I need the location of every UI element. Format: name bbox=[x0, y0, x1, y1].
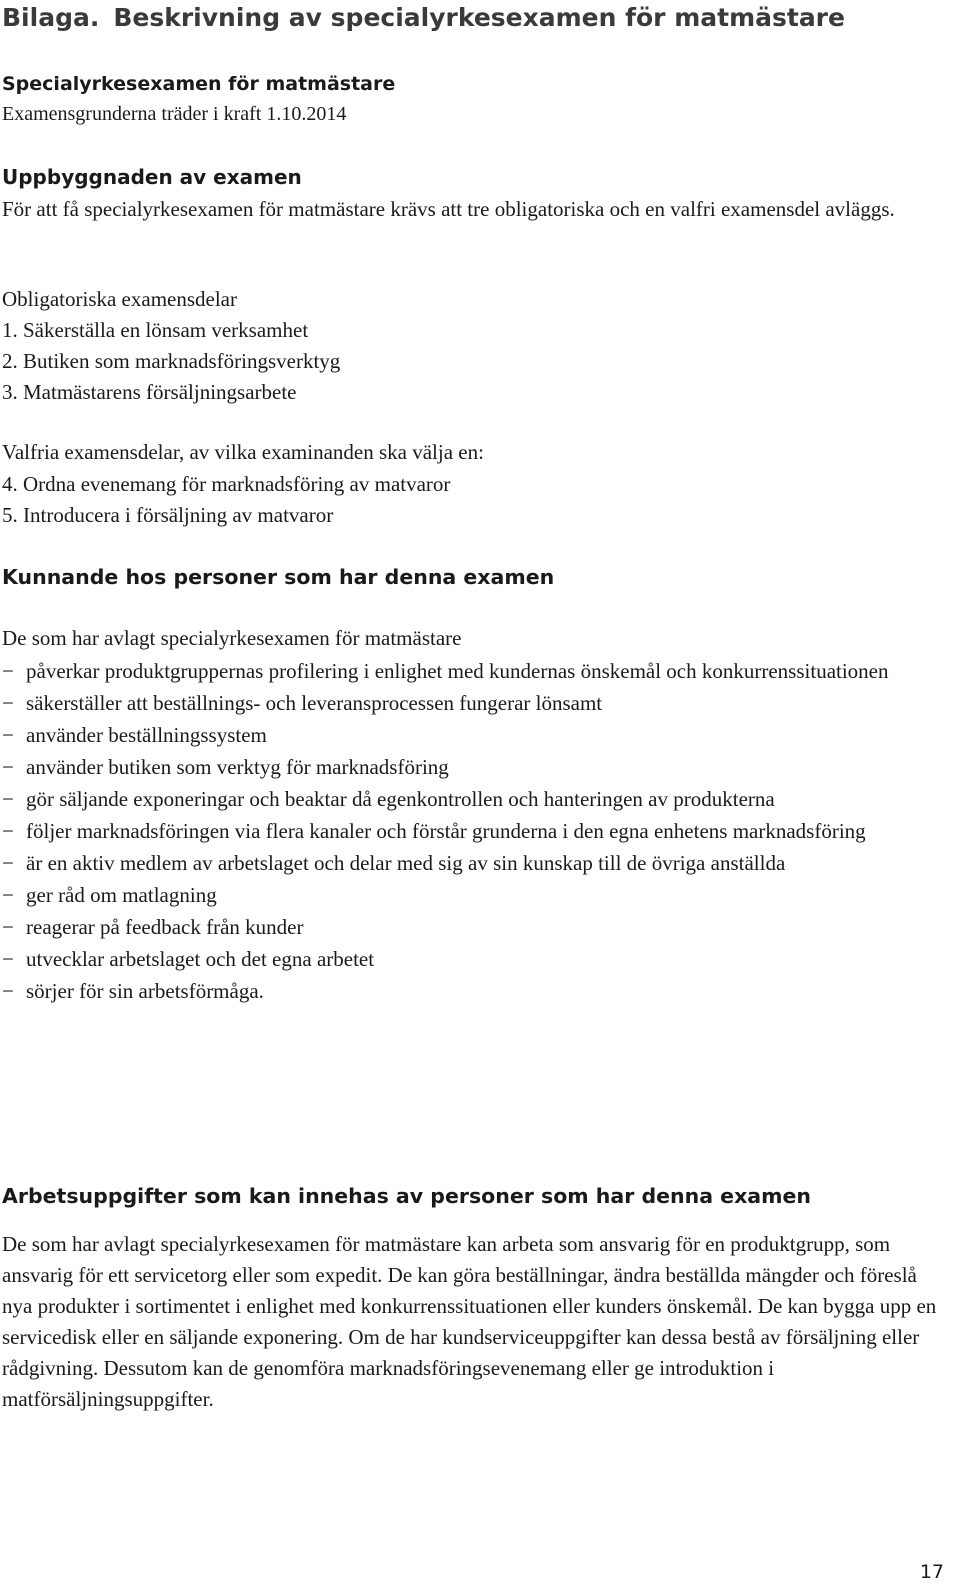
optional-part-item: 5. Introducera i försäljning av matvaror bbox=[2, 503, 334, 527]
structure-text: För att få specialyrkesexamen för matmästare krävs att tre obligatoriska och en valfri examensdel avläggs. bbox=[2, 197, 895, 221]
skills-heading: Kunnande hos personer som har denna examen bbox=[2, 565, 555, 589]
skills-list bbox=[2, 656, 902, 1008]
dash-bullet: − bbox=[2, 915, 14, 939]
appendix-label: Bilaga. bbox=[2, 3, 100, 32]
skill-text: utvecklar arbetslaget och det egna arbetet bbox=[26, 947, 375, 971]
skill-text: följer marknadsföringen via flera kanaler och förstår grunderna i den egna enhetens marknadsföring bbox=[26, 819, 866, 843]
mandatory-parts-heading: Obligatoriska examensdelar bbox=[2, 287, 237, 311]
dash-bullet: − bbox=[2, 691, 14, 715]
list-item bbox=[2, 752, 902, 783]
mandatory-part-item: 3. Matmästarens försäljningsarbete bbox=[2, 380, 297, 404]
structure-heading: Uppbyggnaden av examen bbox=[2, 165, 302, 189]
skill-text: sörjer för sin arbetsförmåga. bbox=[26, 979, 264, 1003]
page-title bbox=[2, 0, 845, 36]
list-item bbox=[2, 976, 902, 1007]
page-number: 17 bbox=[919, 1561, 944, 1583]
list-item bbox=[2, 720, 902, 751]
list-item bbox=[2, 816, 902, 847]
list-item bbox=[2, 912, 902, 943]
list-item bbox=[2, 880, 902, 911]
dash-bullet: − bbox=[2, 723, 14, 747]
skill-text: säkerställer att beställnings- och leveransprocessen fungerar lönsamt bbox=[26, 691, 603, 715]
skill-text: är en aktiv medlem av arbetslaget och delar med sig av sin kunskap till de övriga anställda bbox=[26, 851, 786, 875]
skill-text: ger råd om matlagning bbox=[26, 883, 217, 907]
dash-bullet: − bbox=[2, 659, 14, 683]
skill-text: använder beställningssystem bbox=[26, 723, 267, 747]
optional-part-item: 4. Ordna evenemang för marknadsföring av matvaror bbox=[2, 472, 451, 496]
dash-bullet: − bbox=[2, 979, 14, 1003]
skill-text: reagerar på feedback från kunder bbox=[26, 915, 304, 939]
page-title-text: Beskrivning av specialyrkesexamen för matmästare bbox=[113, 3, 845, 32]
document-subtitle: Specialyrkesexamen för matmästare bbox=[2, 73, 396, 95]
list-item bbox=[2, 784, 902, 815]
effective-date-line: Examensgrunderna träder i kraft 1.10.2014 bbox=[2, 103, 347, 125]
dash-bullet: − bbox=[2, 787, 14, 811]
skill-text: påverkar produktgruppernas profilering i enlighet med kundernas önskemål och konkurrenssituationen bbox=[26, 659, 889, 683]
list-item bbox=[2, 688, 902, 719]
list-item bbox=[2, 656, 902, 687]
dash-bullet: − bbox=[2, 947, 14, 971]
skill-text: gör säljande exponeringar och beaktar då egenkontrollen och hanteringen av produkterna bbox=[26, 787, 775, 811]
mandatory-part-item: 2. Butiken som marknadsföringsverktyg bbox=[2, 349, 341, 373]
dash-bullet: − bbox=[2, 851, 14, 875]
dash-bullet: − bbox=[2, 883, 14, 907]
dash-bullet: − bbox=[2, 819, 14, 843]
mandatory-part-item: 1. Säkerställa en lönsam verksamhet bbox=[2, 318, 309, 342]
dash-bullet: − bbox=[2, 755, 14, 779]
tasks-heading: Arbetsuppgifter som kan innehas av personer som har denna examen bbox=[2, 1184, 811, 1208]
skills-intro: De som har avlagt specialyrkesexamen för matmästare bbox=[2, 626, 462, 650]
list-item bbox=[2, 944, 902, 975]
optional-parts-heading: Valfria examensdelar, av vilka examinanden ska välja en: bbox=[2, 440, 484, 464]
skill-text: använder butiken som verktyg för marknadsföring bbox=[26, 755, 449, 779]
tasks-text: De som har avlagt specialyrkesexamen för matmästare kan arbeta som ansvarig för en produktgrupp, som ansvarig för ett servicetorg eller som expedit. De kan göra beställningar, ändra beställda mängder och föreslå nya produkter i sortimentet i enlighet med konkurrenssituationen eller kunders önskemål. De kan bygga upp en servicedisk eller en säljande exponering. Om de har kundserviceuppgifter kan dessa bestå av försäljning eller rådgivning. Dessutom kan de genomföra marknadsföringsevenemang eller ge introduktion i matförsäljningsuppgifter. bbox=[2, 1232, 937, 1411]
list-item bbox=[2, 848, 902, 879]
